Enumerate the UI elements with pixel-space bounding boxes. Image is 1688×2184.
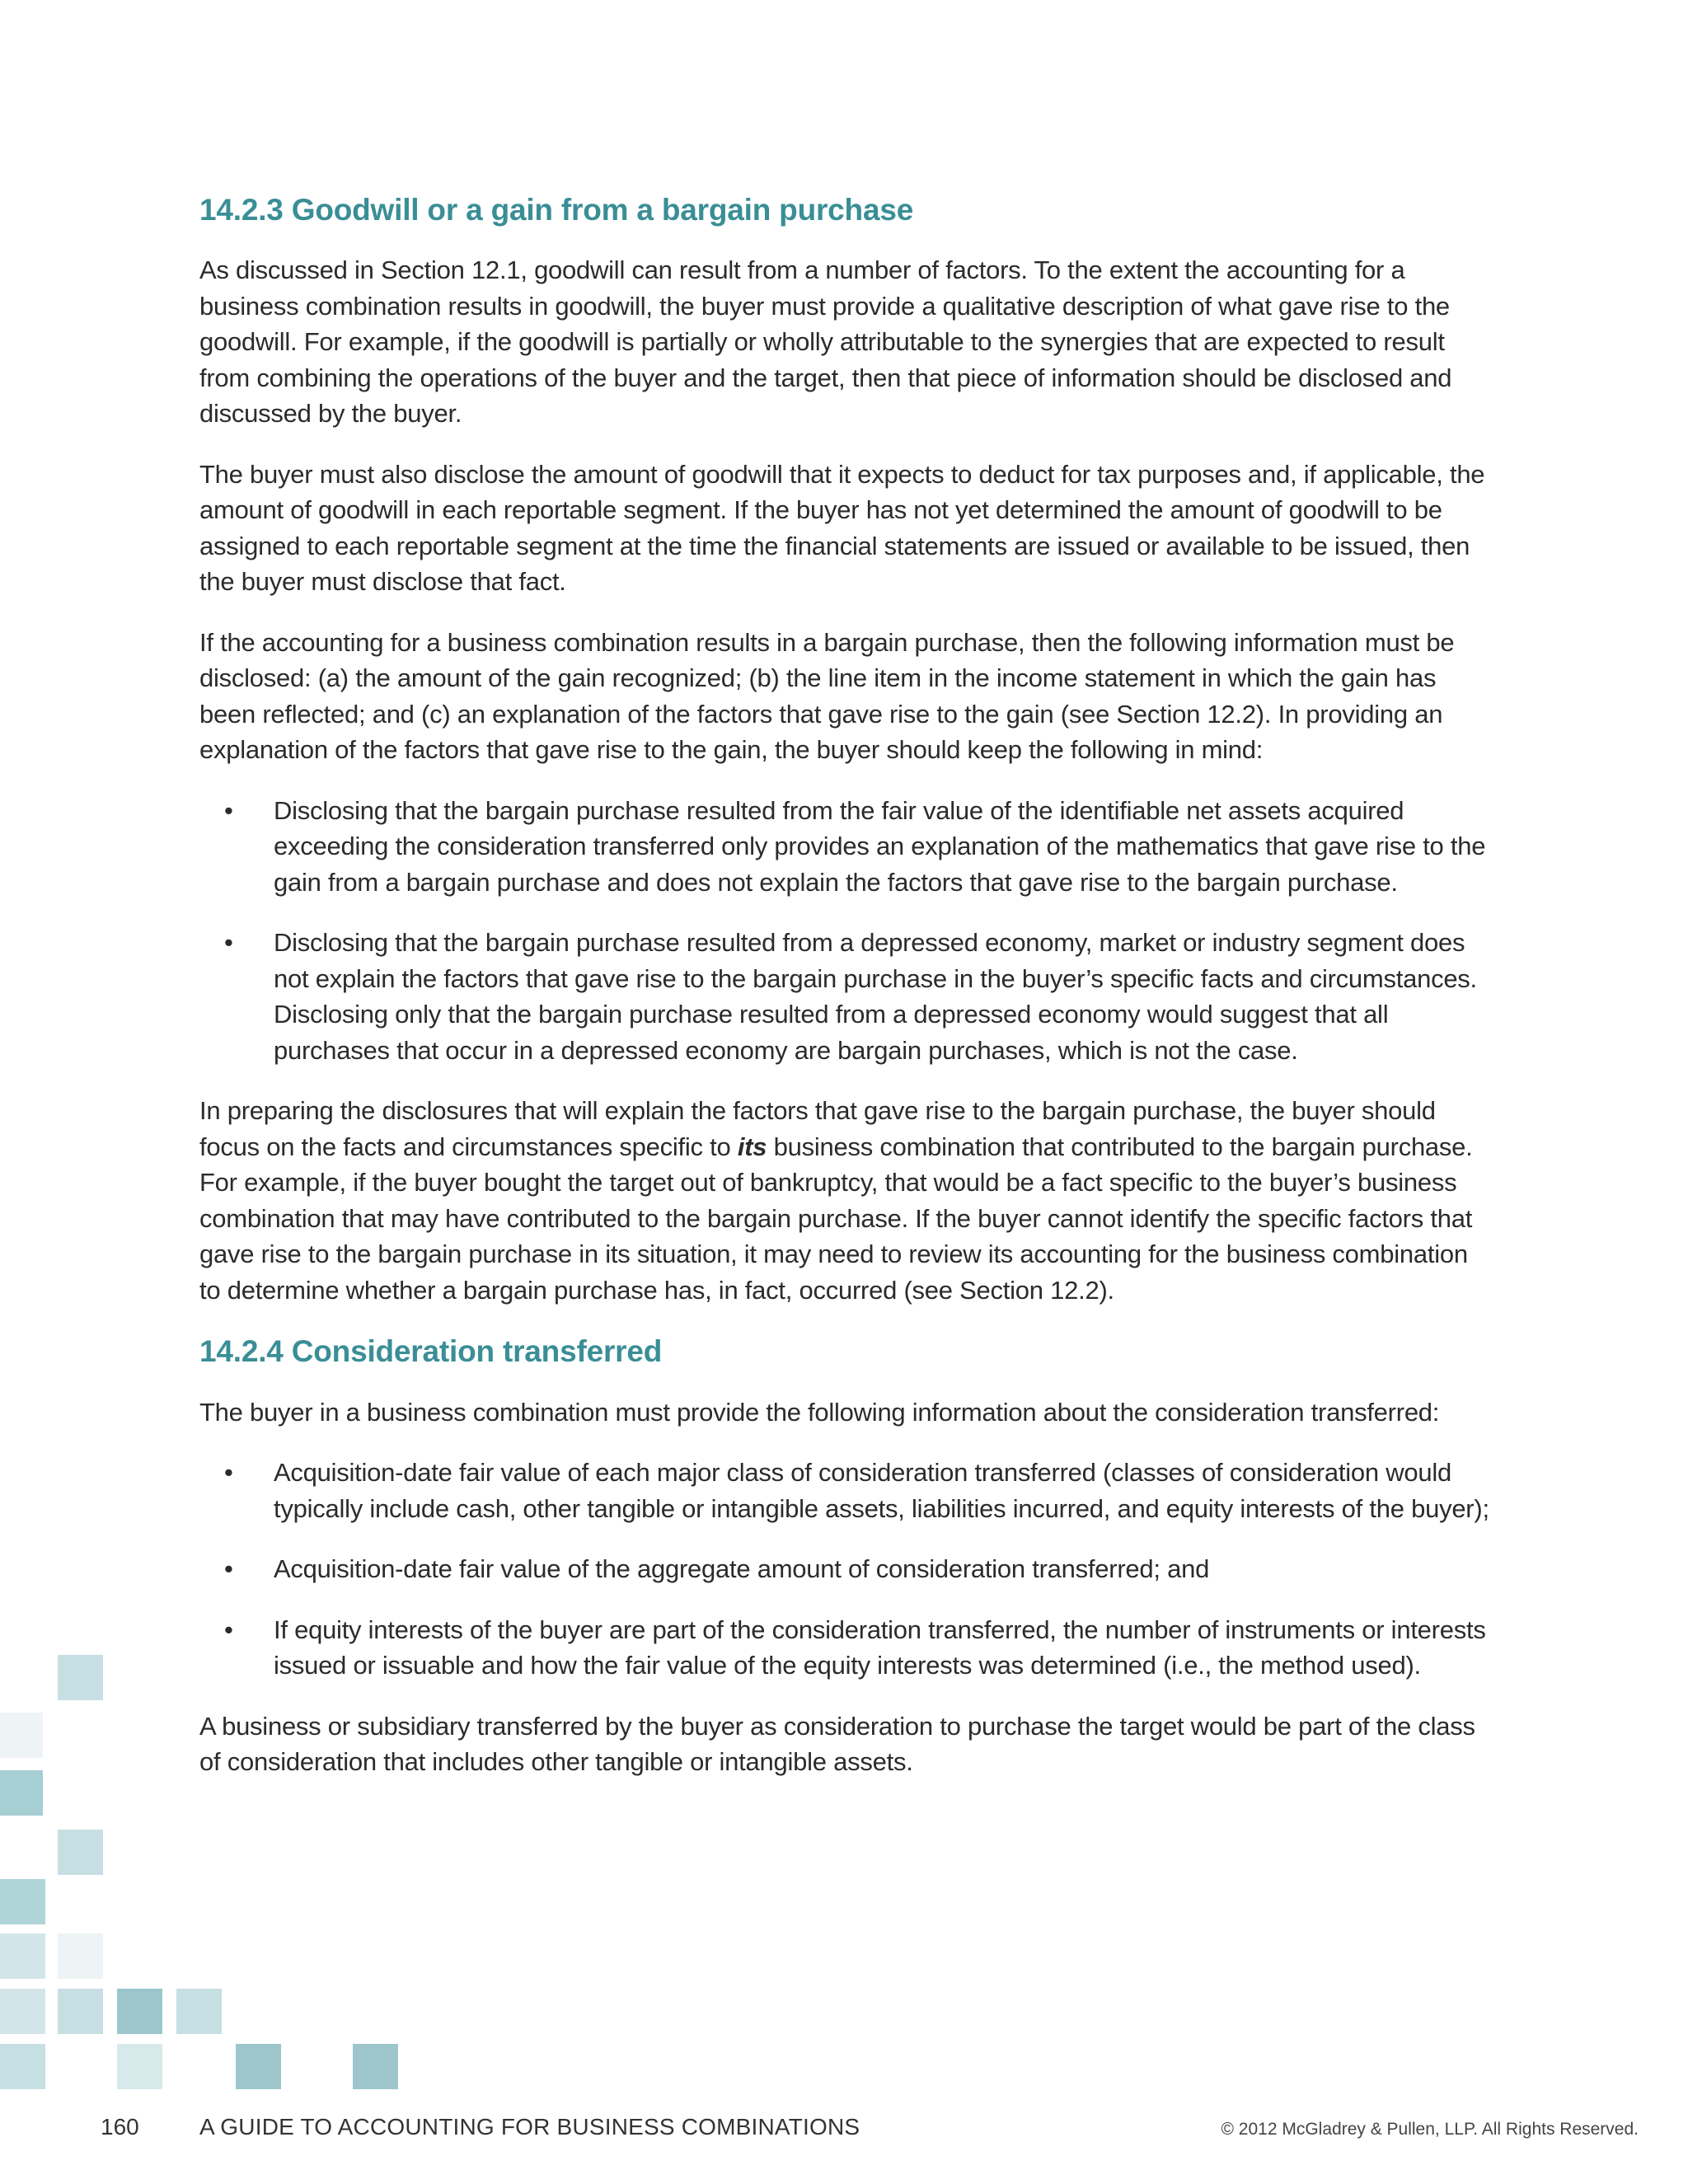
decorative-tile — [0, 1933, 45, 1979]
copyright-notice: © 2012 McGladrey & Pullen, LLP. All Rights Reserved. — [1221, 2120, 1639, 2139]
bullet-icon: • — [224, 1458, 233, 1487]
list-item-text: Disclosing that the bargain purchase resulted from the fair value of the identifiable net assets acquired exceeding the consideration transferred only provides an explanation of the mathematics that gave rise to the gain from a bargain purchase and does not explain the factors that gave rise to the bargain purchase. — [274, 795, 1486, 897]
list-item — [199, 1455, 1493, 1526]
list-item-text: If equity interests of the buyer are part of the consideration transferred, the number of instruments or interests issued or issuable and how the fair value of the equity interests was determined (i.e., the method used). — [274, 1615, 1486, 1680]
decorative-tile — [0, 1770, 43, 1816]
decorative-tile — [236, 2044, 281, 2089]
decorative-tile — [58, 1933, 103, 1979]
list-item-text: Disclosing that the bargain purchase resulted from a depressed economy, market or industry segment does not explain the factors that gave rise to the bargain purchase in the buyer’s specific facts and circumstances. Disclosing only that the bargain purchase resulted from a depressed economy would suggest that all purchases that occur in a depressed economy are bargain purchases, which is not the case. — [274, 928, 1477, 1065]
section-heading-consideration: 14.2.4 Consideration transferred — [199, 1334, 663, 1369]
footer-title: A GUIDE TO ACCOUNTING FOR BUSINESS COMBINATIONS — [199, 2114, 860, 2139]
bullet-list — [199, 1455, 1493, 1684]
decorative-tile — [0, 1713, 43, 1758]
paragraph: As discussed in Section 12.1, goodwill can result from a number of factors. To the extent the accounting for a business combination results in goodwill, the buyer must provide a qualitative description of what gave rise to the goodwill. For example, if the goodwill is partially or wholly attributable to the synergies that are expected to result from combining the operations of the buyer and the target, then that piece of information should be disclosed and discussed by the buyer. — [199, 255, 1452, 429]
main-content — [199, 191, 1493, 1805]
list-item — [199, 925, 1493, 1068]
paragraph — [199, 1093, 1493, 1308]
list-item-text: Acquisition-date fair value of the aggregate amount of consideration transferred; and — [274, 1554, 1210, 1583]
decorative-tile — [0, 1879, 45, 1924]
bullet-icon: • — [224, 928, 233, 958]
paragraph-text: business combination that contributed to the bargain purchase. For example, if the buyer bought the target out of bankruptcy, that would be a fact specific to the buyer’s business combination that may have contributed to the bargain purchase. If the buyer cannot identify the specific factors that gave rise to the bargain purchase in its situation, it may need to review its accounting for the business combination to determine whether a bargain purchase has, in fact, occurred (see Section 12.2). — [199, 1132, 1473, 1305]
paragraph-text: In preparing the disclosures that will explain the factors that gave rise to the bargain purchase, the buyer should focus on the facts and circumstances specific to — [199, 1096, 1436, 1161]
decorative-tile — [0, 1989, 45, 2034]
emphasis-text: its — [737, 1132, 767, 1161]
paragraph: If the accounting for a business combination results in a bargain purchase, then the following information must be disclosed: (a) the amount of the gain recognized; (b) the line item in the income statement in which the gain has been reflected; and (c) an explanation of the factors that gave rise to the gain (see Section 12.2). In providing an explanation of the factors that gave rise to the gain, the buyer should keep the following in mind: — [199, 627, 1455, 765]
list-item — [199, 793, 1493, 901]
list-item-text: Acquisition-date fair value of each major class of consideration transferred (classes of consideration would typically include cash, other tangible or intangible assets, liabilities incurred, and equity interests of the buyer); — [274, 1458, 1489, 1523]
paragraph: The buyer in a business combination must provide the following information about the consideration transferred: — [199, 1397, 1440, 1427]
list-item — [199, 1551, 1493, 1587]
decorative-tile — [353, 2044, 398, 2089]
section-heading-goodwill: 14.2.3 Goodwill or a gain from a bargain purchase — [199, 193, 914, 227]
bullet-icon: • — [224, 1615, 233, 1644]
page-number: 160 — [101, 2114, 139, 2139]
decorative-tile — [58, 1830, 103, 1875]
bullet-icon: • — [224, 795, 233, 825]
paragraph: The buyer must also disclose the amount of goodwill that it expects to deduct for tax purposes and, if applicable, the amount of goodwill in each reportable segment. If the buyer has not yet determined the amount of goodwill to be assigned to each reportable segment at the time the financial statements are issued or available to be issued, then the buyer must disclose that fact. — [199, 459, 1485, 597]
paragraph: A business or subsidiary transferred by the buyer as consideration to purchase the target would be part of the class of consideration that includes other tangible or intangible assets. — [199, 1711, 1475, 1776]
decorative-tile — [117, 1989, 162, 2034]
decorative-tile — [0, 2044, 45, 2089]
decorative-tile — [117, 2044, 162, 2089]
bullet-icon: • — [224, 1554, 233, 1583]
decorative-tile — [176, 1989, 222, 2034]
list-item — [199, 1612, 1493, 1684]
bullet-list — [199, 793, 1493, 1069]
decorative-tile — [58, 1655, 103, 1700]
decorative-tile — [58, 1989, 103, 2034]
